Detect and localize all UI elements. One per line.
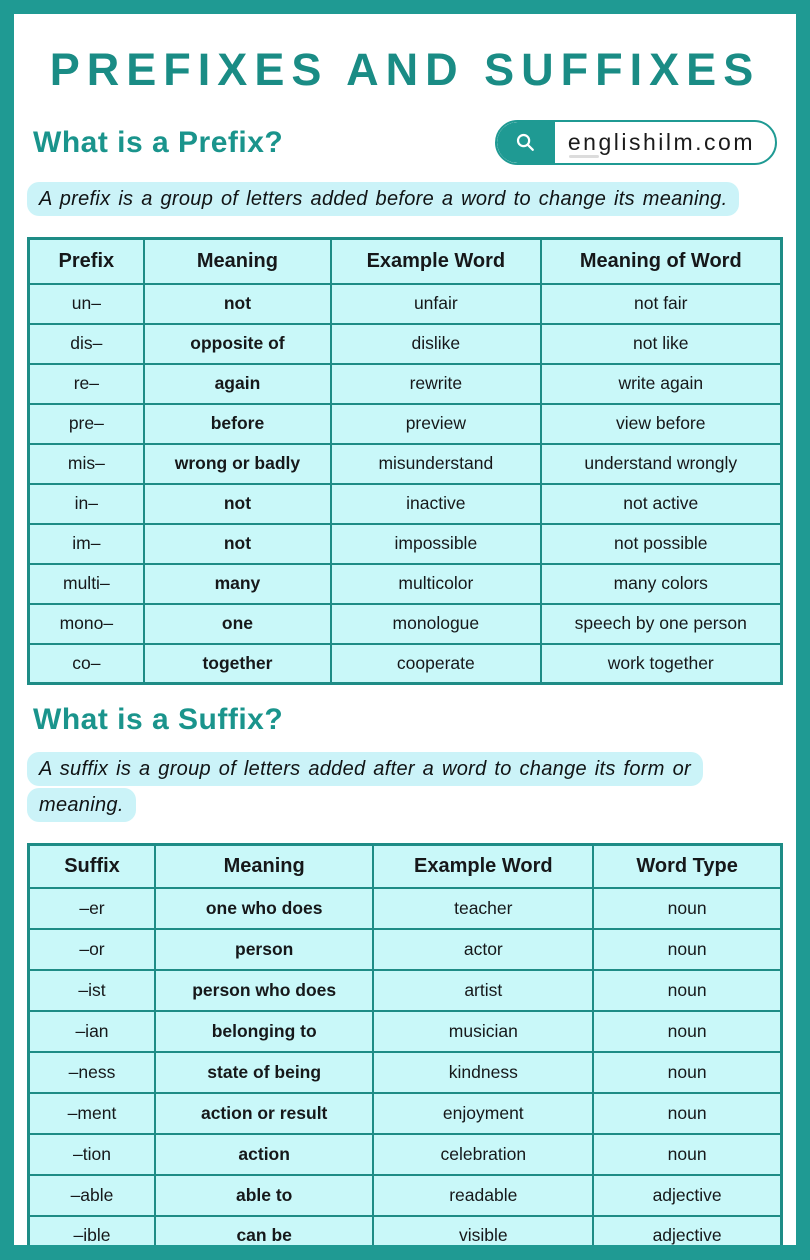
example-cell: kindness <box>373 1052 593 1093</box>
definition-cell: many colors <box>541 564 782 604</box>
affix-cell: co– <box>29 644 144 684</box>
example-cell: inactive <box>331 484 540 524</box>
suffix-table-body <box>29 888 782 1246</box>
meaning-cell: one <box>144 604 331 644</box>
table-row <box>29 1175 782 1216</box>
definition-cell: not possible <box>541 524 782 564</box>
definition-cell: work together <box>541 644 782 684</box>
table-row <box>29 1093 782 1134</box>
table-row <box>29 284 782 324</box>
affix-cell: multi– <box>29 564 144 604</box>
suffix-heading: What is a Suffix? <box>33 703 284 736</box>
example-cell: cooperate <box>331 644 540 684</box>
meaning-cell: belonging to <box>155 1011 373 1052</box>
table-row <box>29 1052 782 1093</box>
col-header-suffix: Suffix <box>29 845 156 888</box>
affix-cell: –ian <box>29 1011 156 1052</box>
affix-cell: –ist <box>29 970 156 1011</box>
poster-content <box>14 14 796 1245</box>
example-cell: multicolor <box>331 564 540 604</box>
word-type-cell: noun <box>593 888 781 929</box>
col-header-prefix: Prefix <box>29 239 144 284</box>
definition-cell: understand wrongly <box>541 444 782 484</box>
meaning-cell: opposite of <box>144 324 331 364</box>
meaning-cell: action <box>155 1134 373 1175</box>
affix-cell: mis– <box>29 444 144 484</box>
table-row <box>29 604 782 644</box>
site-url-wrap <box>555 122 775 163</box>
table-row <box>29 644 782 684</box>
example-cell: enjoyment <box>373 1093 593 1134</box>
table-row <box>29 324 782 364</box>
word-type-cell: noun <box>593 970 781 1011</box>
table-row <box>29 404 782 444</box>
example-cell: musician <box>373 1011 593 1052</box>
example-cell: teacher <box>373 888 593 929</box>
affix-cell: in– <box>29 484 144 524</box>
prefix-description-wrap <box>27 181 783 217</box>
example-cell: dislike <box>331 324 540 364</box>
col-header-meaning-of-word: Meaning of Word <box>541 239 782 284</box>
affix-cell: pre– <box>29 404 144 444</box>
meaning-cell: wrong or badly <box>144 444 331 484</box>
example-cell: readable <box>373 1175 593 1216</box>
table-row <box>29 564 782 604</box>
table-row <box>29 888 782 929</box>
suffix-table <box>27 843 783 1245</box>
page-title: PREFIXES AND SUFFIXES <box>49 44 761 95</box>
meaning-cell: many <box>144 564 331 604</box>
prefix-table <box>27 237 783 685</box>
meaning-cell: able to <box>155 1175 373 1216</box>
example-cell: impossible <box>331 524 540 564</box>
col-header-example-word: Example Word <box>373 845 593 888</box>
meaning-cell: person <box>155 929 373 970</box>
table-row <box>29 444 782 484</box>
prefix-section-header <box>33 120 777 165</box>
suffix-table-head <box>29 845 782 888</box>
example-cell: celebration <box>373 1134 593 1175</box>
example-cell: rewrite <box>331 364 540 404</box>
example-cell: unfair <box>331 284 540 324</box>
meaning-cell: not <box>144 484 331 524</box>
table-row <box>29 1134 782 1175</box>
example-cell: actor <box>373 929 593 970</box>
word-type-cell: noun <box>593 1093 781 1134</box>
meaning-cell: before <box>144 404 331 444</box>
table-header-row <box>29 239 782 284</box>
table-row <box>29 524 782 564</box>
suffix-description: A suffix is a group of letters added after a word to change its form or meaning. <box>27 752 703 822</box>
definition-cell: write again <box>541 364 782 404</box>
example-cell: misunderstand <box>331 444 540 484</box>
affix-cell: im– <box>29 524 144 564</box>
affix-cell: –ible <box>29 1216 156 1246</box>
prefix-table-body <box>29 284 782 684</box>
word-type-cell: noun <box>593 1011 781 1052</box>
meaning-cell: state of being <box>155 1052 373 1093</box>
example-cell: visible <box>373 1216 593 1246</box>
prefix-heading: What is a Prefix? <box>33 125 284 159</box>
badge-underline <box>569 155 599 158</box>
site-badge <box>495 120 777 165</box>
table-row <box>29 484 782 524</box>
example-cell: preview <box>331 404 540 444</box>
col-header-meaning: Meaning <box>144 239 331 284</box>
affix-cell: dis– <box>29 324 144 364</box>
affix-cell: –able <box>29 1175 156 1216</box>
affix-cell: un– <box>29 284 144 324</box>
meaning-cell: one who does <box>155 888 373 929</box>
meaning-cell: person who does <box>155 970 373 1011</box>
definition-cell: speech by one person <box>541 604 782 644</box>
table-row <box>29 1011 782 1052</box>
table-row <box>29 364 782 404</box>
affix-cell: –ness <box>29 1052 156 1093</box>
affix-cell: –tion <box>29 1134 156 1175</box>
table-row <box>29 1216 782 1246</box>
word-type-cell: noun <box>593 1134 781 1175</box>
prefix-table-head <box>29 239 782 284</box>
table-header-row <box>29 845 782 888</box>
definition-cell: not active <box>541 484 782 524</box>
word-type-cell: noun <box>593 929 781 970</box>
meaning-cell: again <box>144 364 331 404</box>
affix-cell: mono– <box>29 604 144 644</box>
meaning-cell: together <box>144 644 331 684</box>
meaning-cell: can be <box>155 1216 373 1246</box>
col-header-meaning: Meaning <box>155 845 373 888</box>
affix-cell: –ment <box>29 1093 156 1134</box>
table-row <box>29 929 782 970</box>
word-type-cell: adjective <box>593 1175 781 1216</box>
col-header-example-word: Example Word <box>331 239 540 284</box>
definition-cell: view before <box>541 404 782 444</box>
table-row <box>29 970 782 1011</box>
search-icon <box>497 122 555 163</box>
affix-cell: –or <box>29 929 156 970</box>
definition-cell: not fair <box>541 284 782 324</box>
col-header-word-type: Word Type <box>593 845 781 888</box>
suffix-description-wrap <box>27 751 783 823</box>
affix-cell: –er <box>29 888 156 929</box>
definition-cell: not like <box>541 324 782 364</box>
affix-cell: re– <box>29 364 144 404</box>
word-type-cell: noun <box>593 1052 781 1093</box>
example-cell: artist <box>373 970 593 1011</box>
meaning-cell: not <box>144 524 331 564</box>
prefix-description: A prefix is a group of letters added before a word to change its meaning. <box>27 182 739 216</box>
word-type-cell: adjective <box>593 1216 781 1246</box>
meaning-cell: not <box>144 284 331 324</box>
site-url: englishilm.com <box>567 129 755 155</box>
example-cell: monologue <box>331 604 540 644</box>
meaning-cell: action or result <box>155 1093 373 1134</box>
